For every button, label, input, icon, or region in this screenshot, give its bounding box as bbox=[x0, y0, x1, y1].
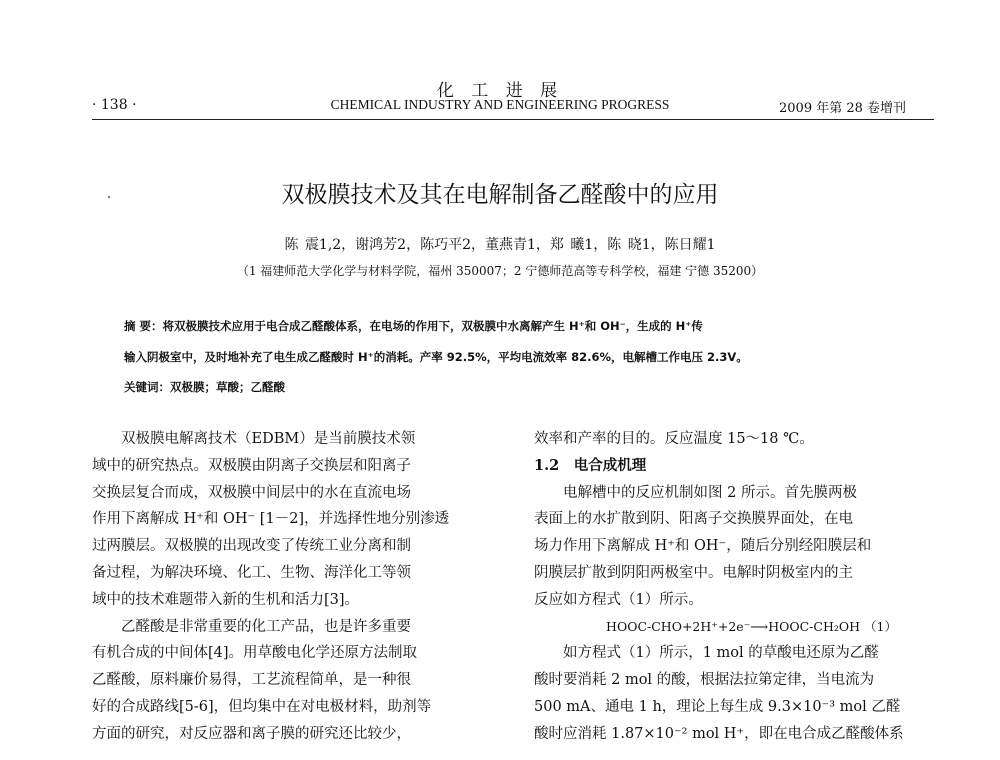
body-line: 双极膜电解离技术（EDBM）是当前膜技术领 bbox=[121, 431, 416, 447]
abstract-label: 摘 要： bbox=[124, 319, 163, 333]
body-line: 方面的研究，对反应器和离子膜的研究还比较少， bbox=[92, 725, 411, 742]
journal-title-cn: 化 工 进 展 bbox=[436, 81, 564, 101]
page-number: · 138 · bbox=[92, 97, 137, 113]
body-line: 阴膜层扩散到阴阳两极室中。电解时阴极室内的主 bbox=[534, 564, 853, 581]
keywords-text: 双极膜；草酸；乙醛酸 bbox=[170, 380, 285, 394]
body-line: 如方程式（1）所示，1 mol 的草酸电还原为乙醛 bbox=[563, 645, 879, 662]
issue-info: 2009 年第 28 卷增刊 bbox=[779, 101, 907, 116]
abstract-text-1: 将双极膜技术应用于电合成乙醛酸体系，在电场的作用下，双极膜中水离解产生 H⁺和 OH⁻，生成的 H⁺传 bbox=[162, 319, 703, 333]
body-line: 酸时要消耗 2 mol 的酸，根据法拉第定律，当电流为 bbox=[534, 672, 875, 689]
abstract-line-2: 输入阴极室中，及时地补充了电生成乙醛酸时 H⁺的消耗。产率 92.5%，平均电流效率 82.6%，电解槽工作电压 2.3V。 bbox=[124, 350, 748, 364]
article-title: 双极膜技术及其在电解制备乙醛酸中的应用 bbox=[281, 182, 719, 208]
abstract-line-1 bbox=[124, 318, 703, 334]
equation-1: HOOC-CHO+2H⁺+2e⁻⟶HOOC-CH₂OH （1） bbox=[606, 618, 897, 634]
body-line: 域中的研究热点。双极膜由阴离子交换层和阳离子 bbox=[92, 457, 411, 474]
body-line: 500 mA、通电 1 h，理论上每生成 9.3×10⁻³ mol 乙醛 bbox=[534, 698, 901, 715]
body-line: 电解槽中的反应机制如图 2 所示。首先膜两极 bbox=[563, 484, 857, 501]
section-heading: 1.2 电合成机理 bbox=[534, 456, 647, 474]
body-line: 过两膜层。双极膜的出现改变了传统工业分离和制 bbox=[92, 538, 411, 555]
body-line: 酸时应消耗 1.87×10⁻² mol H⁺，即在电合成乙醛酸体系 bbox=[534, 725, 904, 742]
journal-title-en: CHEMICAL INDUSTRY AND ENGINEERING PROGRESS bbox=[330, 97, 670, 112]
keywords-label: 关键词： bbox=[124, 380, 170, 394]
body-line: 作用下离解成 H⁺和 OH⁻ [1－2]，并选择性地分别渗透 bbox=[92, 511, 450, 528]
body-column-right bbox=[534, 426, 939, 748]
affiliations: （1 福建师范大学化学与材料学院，福州 350007；2 宁德师范高等专科学校，福建 宁德 35200） bbox=[236, 264, 764, 278]
author-list: 陈 震1,2，谢鸿芳2，陈巧平2，董燕青1，郑 曦1，陈 晓1，陈日耀1 bbox=[284, 237, 716, 253]
body-line: 备过程，为解决环境、化工、生物、海洋化工等领 bbox=[92, 564, 411, 581]
body-line: 域中的技术难题带入新的生机和活力[3]。 bbox=[92, 591, 360, 608]
body-line: 有机合成的中间体[4]。用草酸电化学还原方法制取 bbox=[92, 645, 418, 662]
body-line: 乙醛酸，原料廉价易得，工艺流程简单，是一种很 bbox=[92, 672, 411, 689]
body-line: 效率和产率的目的。反应温度 15～18 ℃。 bbox=[534, 431, 814, 447]
body-line: 好的合成路线[5-6]，但均集中在对电极材料，助剂等 bbox=[92, 698, 432, 715]
header-rule bbox=[92, 119, 934, 120]
body-line: 交换层复合而成，双极膜中间层中的水在直流电场 bbox=[92, 484, 411, 501]
body-column-left bbox=[92, 426, 524, 748]
keywords bbox=[124, 379, 285, 395]
body-line: 表面上的水扩散到阴、阳离子交换膜界面处，在电 bbox=[534, 511, 853, 528]
body-line: 反应如方程式（1）所示。 bbox=[534, 591, 703, 608]
body-line: 场力作用下离解成 H⁺和 OH⁻，随后分别经阳膜层和 bbox=[534, 538, 872, 555]
body-line: 乙醛酸是非常重要的化工产品，也是许多重要 bbox=[121, 618, 411, 635]
